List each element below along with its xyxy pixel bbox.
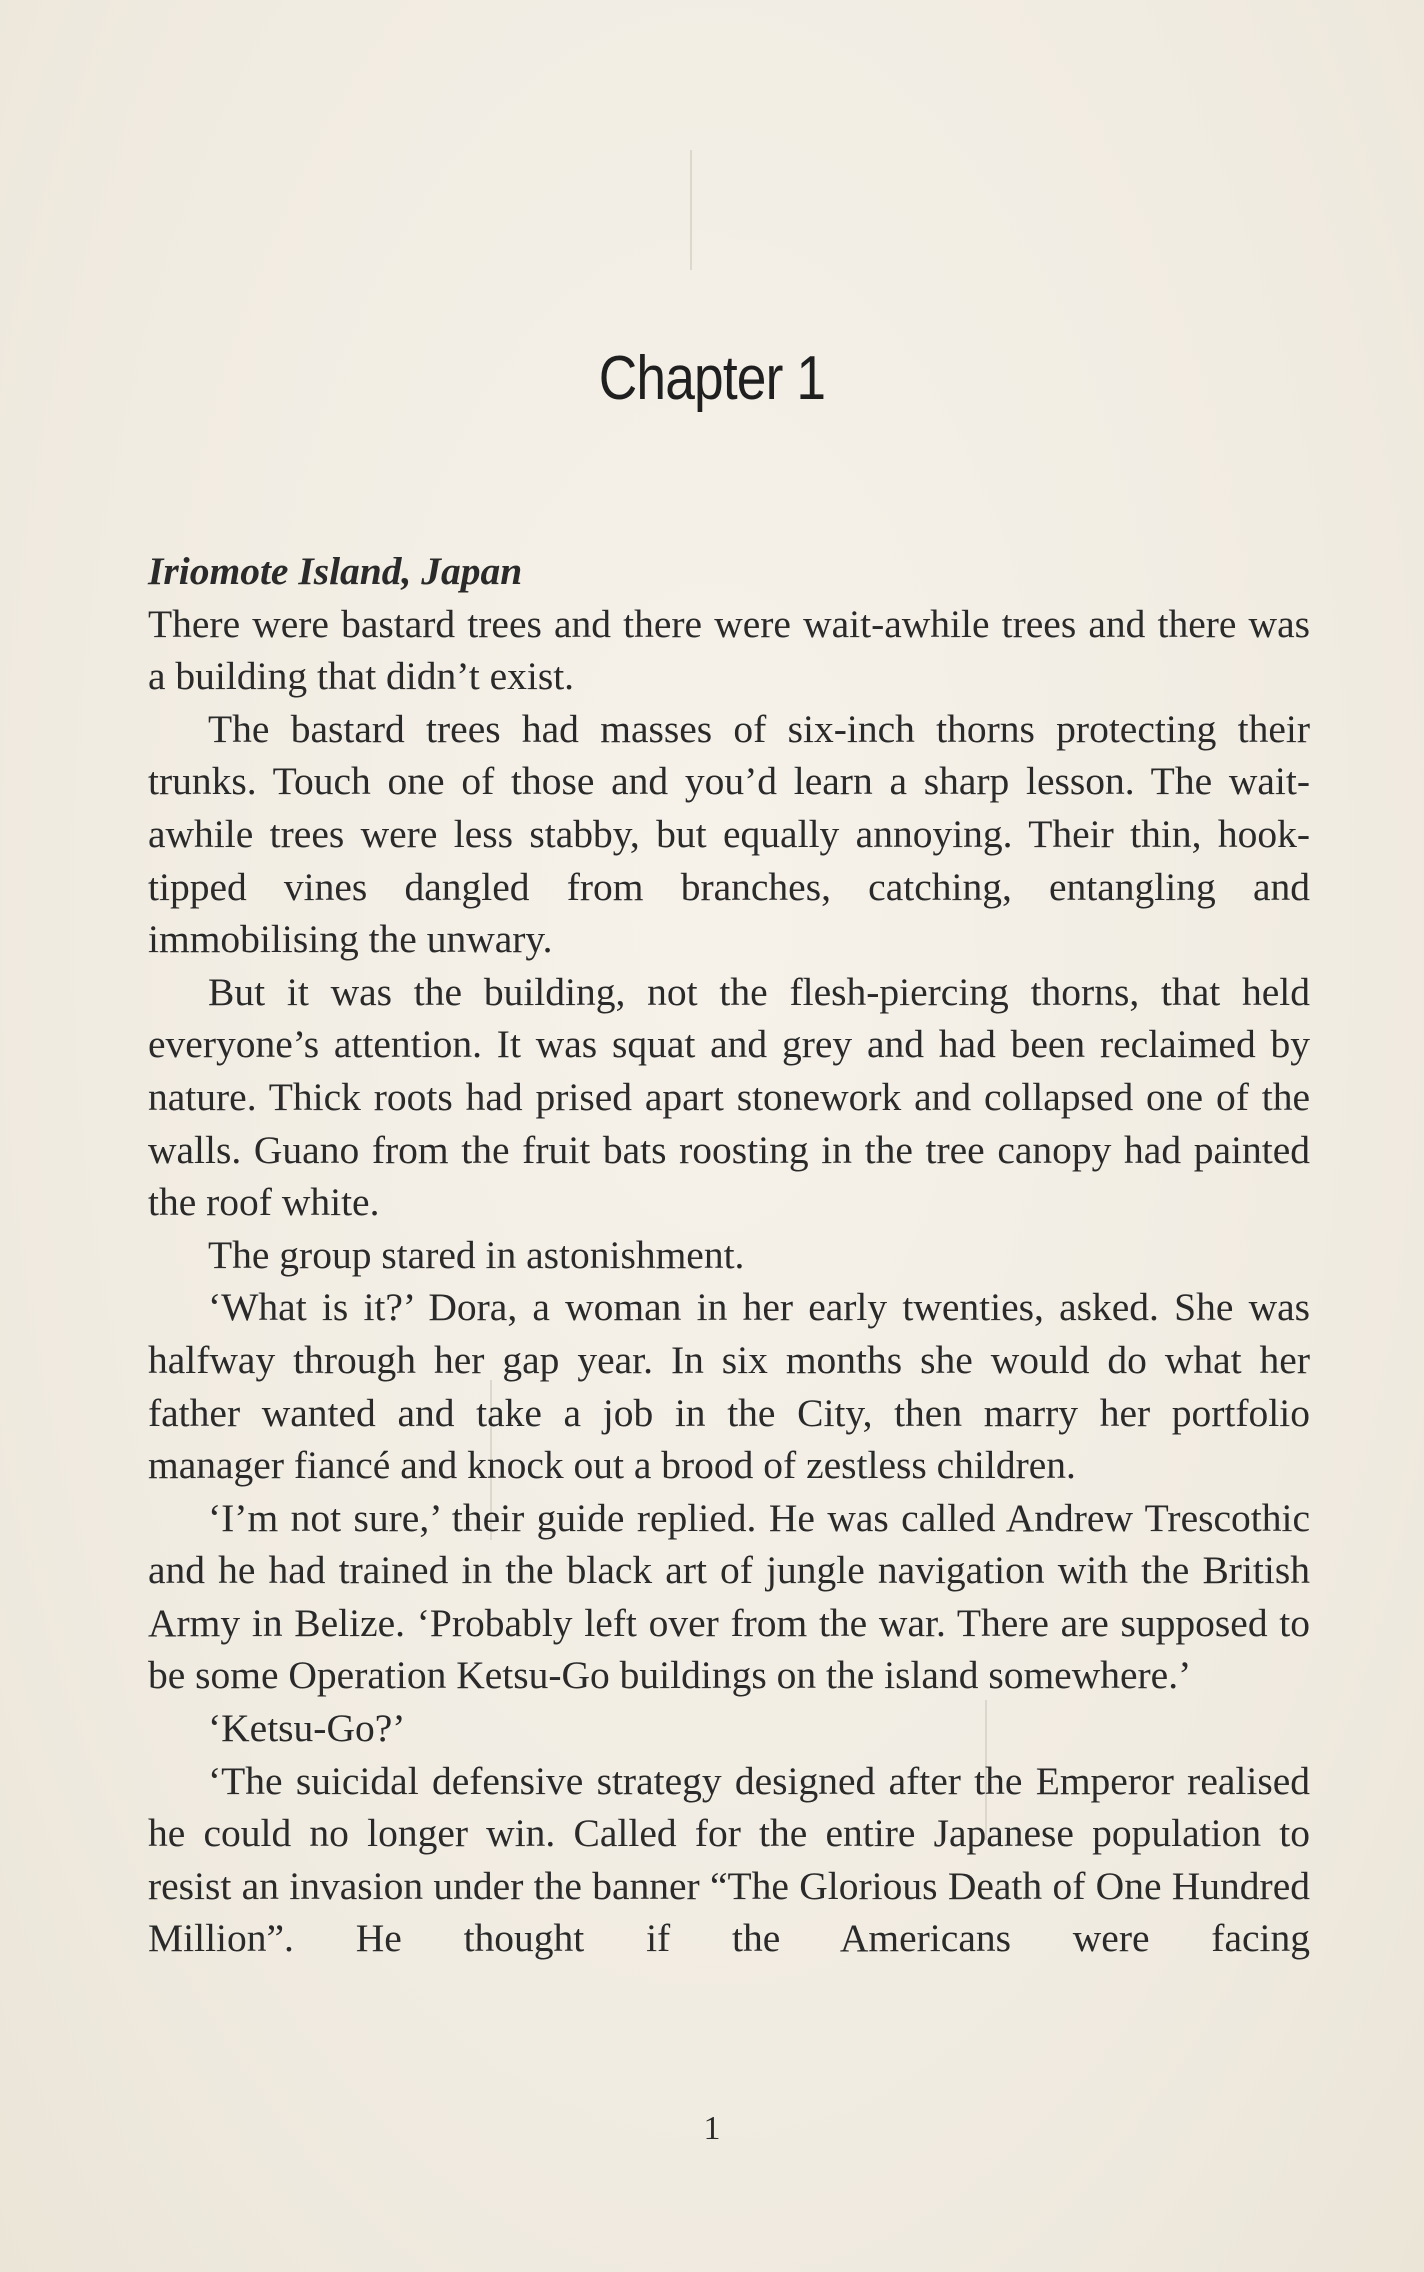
paragraph: The group stared in astonishment.	[208, 1232, 745, 1277]
paragraph: ‘What is it?’ Dora, a woman in her early twenties, asked. She was halfway through her gap year. In six months she would do what her father wanted and take a job in the City, then marry her portfolio manager fiancé and knock out a brood of zestless children.	[148, 1285, 1310, 1488]
paper-fibre-mark	[690, 150, 692, 270]
location-heading: Iriomote Island, Japan	[148, 549, 523, 593]
chapter-body	[148, 545, 1310, 1965]
paragraph: ‘I’m not sure,’ their guide replied. He was called Andrew Trescothic and he had trained in the black art of jungle navigation with the British Army in Belize. ‘Probably left over from the war. There are supposed to be some Operation Ketsu-Go buildings on the island somewhere.’	[148, 1495, 1310, 1698]
paragraph: There were bastard trees and there were wait-awhile trees and there was a building that didn’t exist.	[148, 601, 1310, 699]
paragraph: ‘Ketsu-Go?’	[208, 1706, 406, 1751]
page-number: 1	[703, 2110, 721, 2147]
paragraph: The bastard trees had masses of six-inch thorns protecting their trunks. Touch one of those and you’d learn a sharp lesson. The wait-awhile trees were less stabby, but equally annoying. Their thin, hook-tipped vines dangled from branches, catching, entangling and immobilising the unwary.	[148, 706, 1310, 962]
paragraph: But it was the building, not the flesh-piercing thorns, that held everyone’s attention. It was squat and grey and had been reclaimed by nature. Thick roots had prised apart stonework and collapsed one of the walls. Guano from the fruit bats roosting in the tree canopy had painted the roof white.	[148, 969, 1310, 1225]
chapter-title: Chapter 1	[598, 344, 826, 413]
paragraph: ‘The suicidal defensive strategy designed after the Emperor realised he could no longer win. Called for the entire Japanese population to resist an invasion under the banner “The Glorious Death of One Hundred Million”. He thought if the Americans were facing	[148, 1758, 1310, 1961]
